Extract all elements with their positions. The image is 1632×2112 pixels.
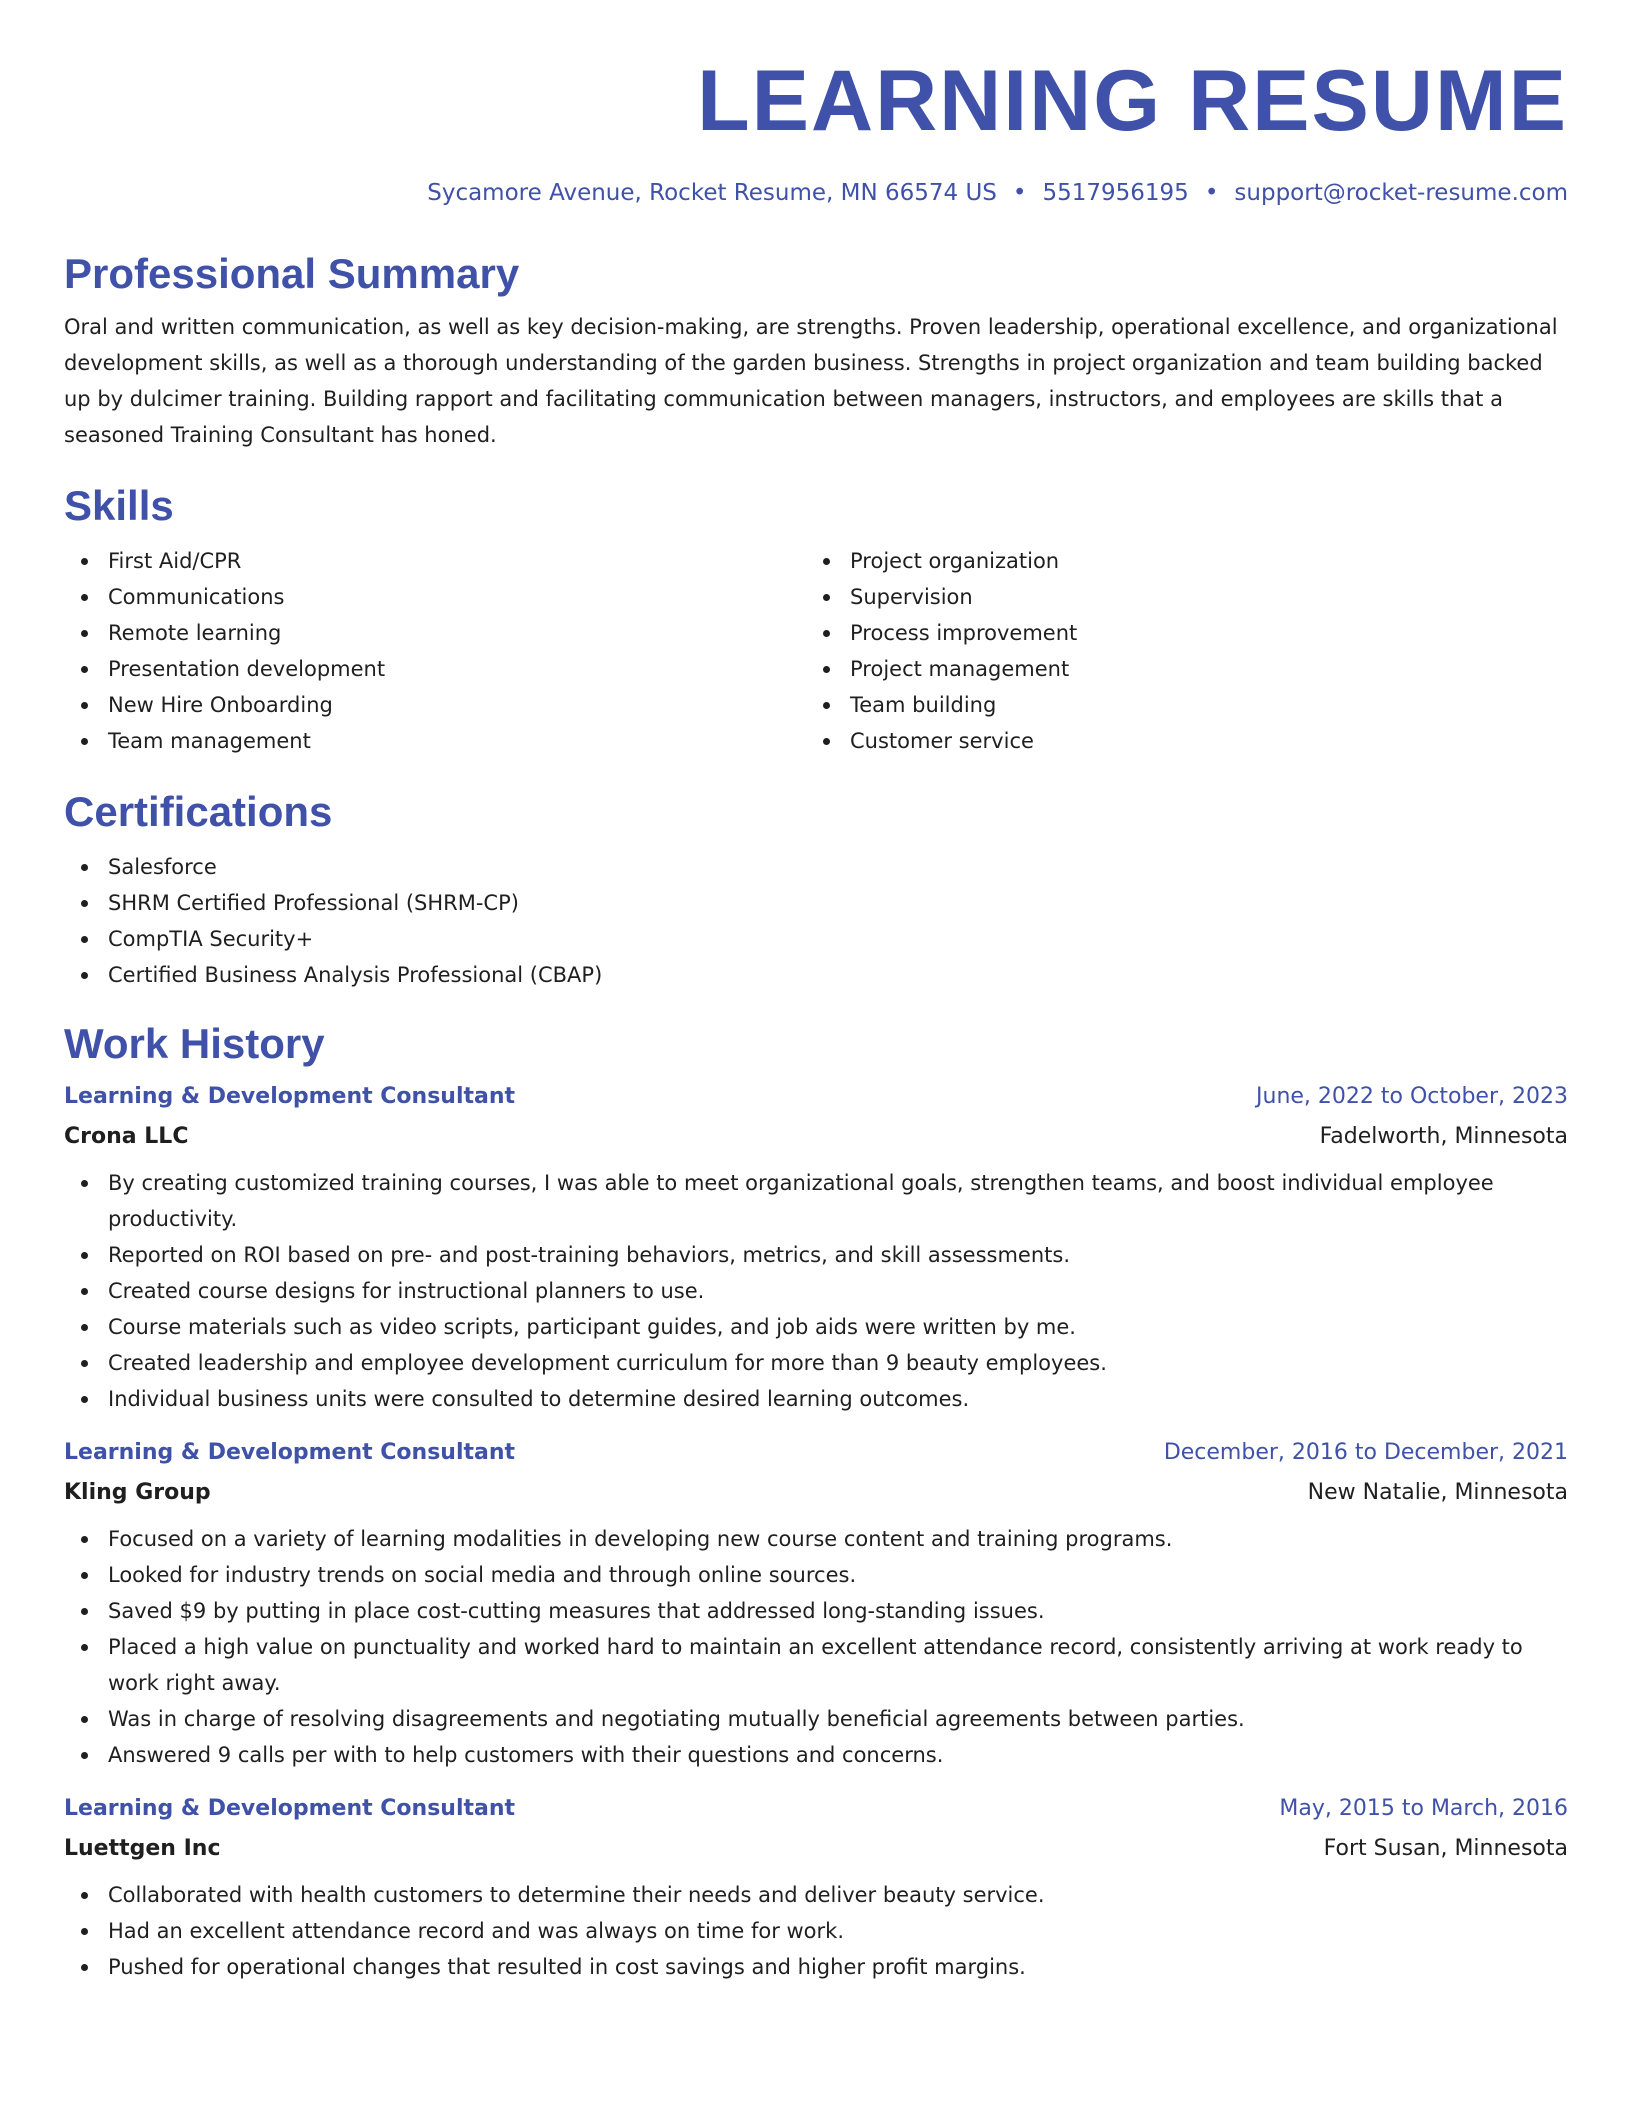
section-title-work-history: Work History [64, 1020, 325, 1067]
contact-line [64, 178, 1568, 208]
job-bullet: Individual business units were consulted to determine desired learning outcomes. [64, 1381, 1568, 1417]
work-history-section [64, 1019, 1568, 1985]
job-bullet: Collaborated with health customers to determine their needs and deliver beauty service. [64, 1877, 1568, 1913]
skill-item: Project organization [806, 543, 1548, 579]
certification-item: Certified Business Analysis Professional (CBAP) [64, 957, 1568, 993]
skill-item: Communications [64, 579, 806, 615]
skill-item: Project management [806, 651, 1548, 687]
job-bullet: Course materials such as video scripts, participant guides, and job aids were written by me. [64, 1309, 1568, 1345]
certification-item: CompTIA Security+ [64, 921, 1568, 957]
section-title-certifications: Certifications [64, 788, 333, 835]
skill-item: Supervision [806, 579, 1548, 615]
job-bullet: Pushed for operational changes that resulted in cost savings and higher profit margins. [64, 1949, 1568, 1985]
skill-item: New Hire Onboarding [64, 687, 806, 723]
contact-separator: • [1012, 180, 1027, 206]
resume-header [64, 0, 1568, 208]
job-bullet: Answered 9 calls per with to help customers with their questions and concerns. [64, 1737, 1568, 1773]
job-entry [64, 1077, 1568, 1417]
skill-item: Team building [806, 687, 1548, 723]
job-company: Luettgen Inc [64, 1836, 221, 1861]
job-bullet: Was in charge of resolving disagreements and negotiating mutually beneficial agreements between parties. [64, 1701, 1568, 1737]
certification-item: Salesforce [64, 849, 1568, 885]
job-bullet: Focused on a variety of learning modalities in developing new course content and training programs. [64, 1521, 1568, 1557]
contact-phone: 5517956195 [1042, 180, 1189, 206]
contact-address: Sycamore Avenue, Rocket Resume, MN 66574 US [427, 180, 997, 206]
job-location: Fort Susan, Minnesota [1323, 1836, 1568, 1861]
skill-item: Customer service [806, 723, 1548, 759]
job-header [64, 1433, 1568, 1473]
skill-item: Team management [64, 723, 806, 759]
job-bullets [64, 1877, 1568, 1985]
skills-columns [64, 531, 1568, 759]
job-location: Fadelworth, Minnesota [1319, 1124, 1568, 1149]
skill-item: Remote learning [64, 615, 806, 651]
job-company: Crona LLC [64, 1124, 189, 1149]
summary-section [64, 249, 1568, 453]
job-header [64, 1077, 1568, 1117]
skill-item: First Aid/CPR [64, 543, 806, 579]
skills-list-left [64, 543, 806, 759]
job-title: Learning & Development Consultant [64, 1796, 516, 1821]
skills-section [64, 481, 1568, 759]
job-bullet: By creating customized training courses, I was able to meet organizational goals, strengthen teams, and boost individual employee productivity. [64, 1165, 1568, 1237]
job-bullets [64, 1165, 1568, 1417]
job-location: New Natalie, Minnesota [1307, 1480, 1568, 1505]
job-header [64, 1789, 1568, 1829]
job-bullets [64, 1521, 1568, 1773]
job-bullet: Saved $9 by putting in place cost-cutting measures that addressed long-standing issues. [64, 1593, 1568, 1629]
contact-separator: • [1204, 180, 1219, 206]
job-subheader [64, 1473, 1568, 1513]
job-title: Learning & Development Consultant [64, 1440, 516, 1465]
resume-name: LEARNING RESUME [697, 53, 1568, 149]
job-dates: May, 2015 to March, 2016 [1279, 1796, 1568, 1821]
certifications-section [64, 787, 1568, 993]
job-dates: June, 2022 to October, 2023 [1256, 1084, 1568, 1109]
job-bullet: Placed a high value on punctuality and worked hard to maintain an excellent attendance record, consistently arriving at work ready to work right away. [64, 1629, 1568, 1701]
contact-email: support@rocket-resume.com [1234, 180, 1568, 206]
job-entry [64, 1789, 1568, 1985]
section-title-summary: Professional Summary [64, 250, 520, 297]
job-bullet: Created course designs for instructional planners to use. [64, 1273, 1568, 1309]
section-title-skills: Skills [64, 482, 174, 529]
certifications-list [64, 849, 1568, 993]
summary-text: Oral and written communication, as well as key decision-making, are strengths. Proven leadership, operational excellence, and organizational development skills, as well as a thorough understanding of the garden business. Strengths in project organization and team building backed up by dulcimer training. Building rapport and facilitating communication between managers, instructors, and employees are skills that a seasoned Training Consultant has honed. [64, 315, 1558, 447]
job-bullet: Created leadership and employee development curriculum for more than 9 beauty employees. [64, 1345, 1568, 1381]
certification-item: SHRM Certified Professional (SHRM-CP) [64, 885, 1568, 921]
job-dates: December, 2016 to December, 2021 [1163, 1440, 1568, 1465]
job-entry [64, 1433, 1568, 1773]
job-company: Kling Group [64, 1480, 211, 1505]
skill-item: Process improvement [806, 615, 1548, 651]
job-title: Learning & Development Consultant [64, 1084, 516, 1109]
skill-item: Presentation development [64, 651, 806, 687]
job-subheader [64, 1117, 1568, 1157]
job-bullet: Looked for industry trends on social media and through online sources. [64, 1557, 1568, 1593]
job-subheader [64, 1829, 1568, 1869]
job-bullet: Reported on ROI based on pre- and post-training behaviors, metrics, and skill assessments. [64, 1237, 1568, 1273]
job-bullet: Had an excellent attendance record and was always on time for work. [64, 1913, 1568, 1949]
skills-list-right [806, 543, 1548, 759]
